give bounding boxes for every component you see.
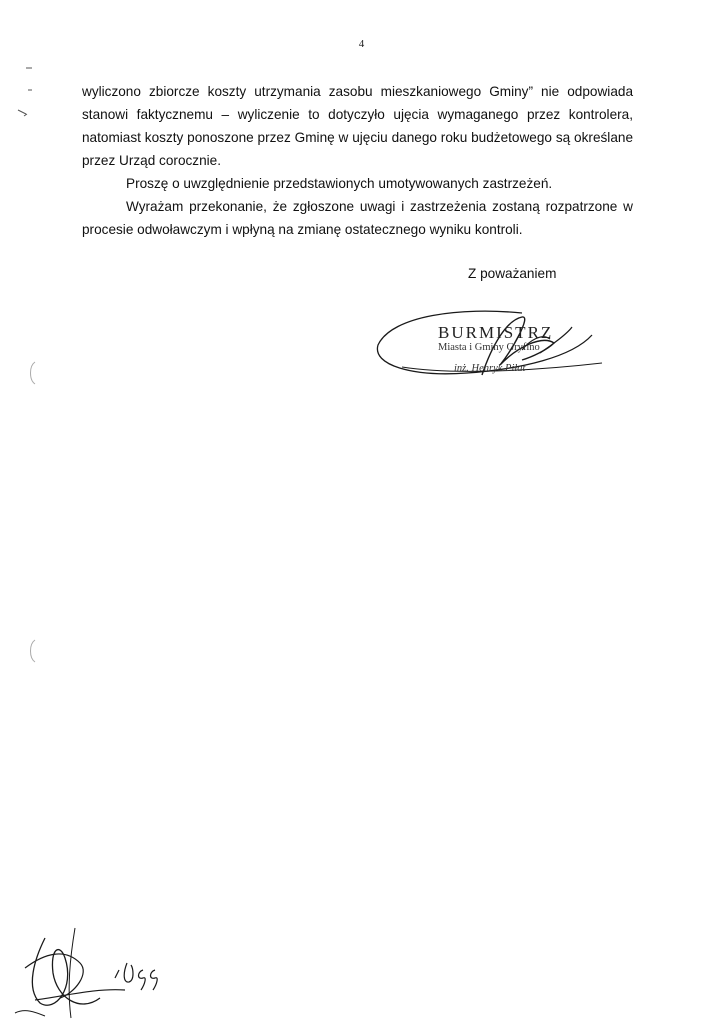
- stamp-subtitle: Miasta i Gminy Gryfino: [438, 342, 540, 353]
- stamp-title: BURMISTRZ: [438, 323, 554, 342]
- punch-hole-mark-lower: [25, 636, 45, 666]
- closing-salutation: Z poważaniem: [468, 266, 557, 281]
- initials-signature: [5, 918, 205, 1024]
- paragraph-conviction: Wyrażam przekonanie, że zgłoszone uwagi i zastrzeżenia zostaną rozpatrzone w procesie odwoławczym i wpłyną na zmianę ostatecznego wyniku kontroli.: [82, 199, 633, 237]
- letter-body: [82, 80, 633, 241]
- mayor-stamp: [372, 305, 612, 390]
- scan-artifact-marks: [8, 60, 38, 130]
- paragraph-continuation: wyliczono zbiorcze koszty utrzymania zasobu mieszkaniowego Gminy” nie odpowiada stanowi faktycznemu – wyliczenie to dotyczyło ujęcia wymaganego przez kontrolera, natomiast koszty ponoszone przez Gminę w ujęciu danego roku budżetowego są określane przez Urząd corocznie.: [82, 84, 633, 168]
- stamp-name: inż. Henryk Piłat: [454, 363, 526, 374]
- paragraph-request: Proszę o uwzględnienie przedstawionych umotywowanych zastrzeżeń.: [126, 176, 553, 191]
- page-number: 4: [358, 38, 365, 50]
- punch-hole-mark: [25, 358, 45, 388]
